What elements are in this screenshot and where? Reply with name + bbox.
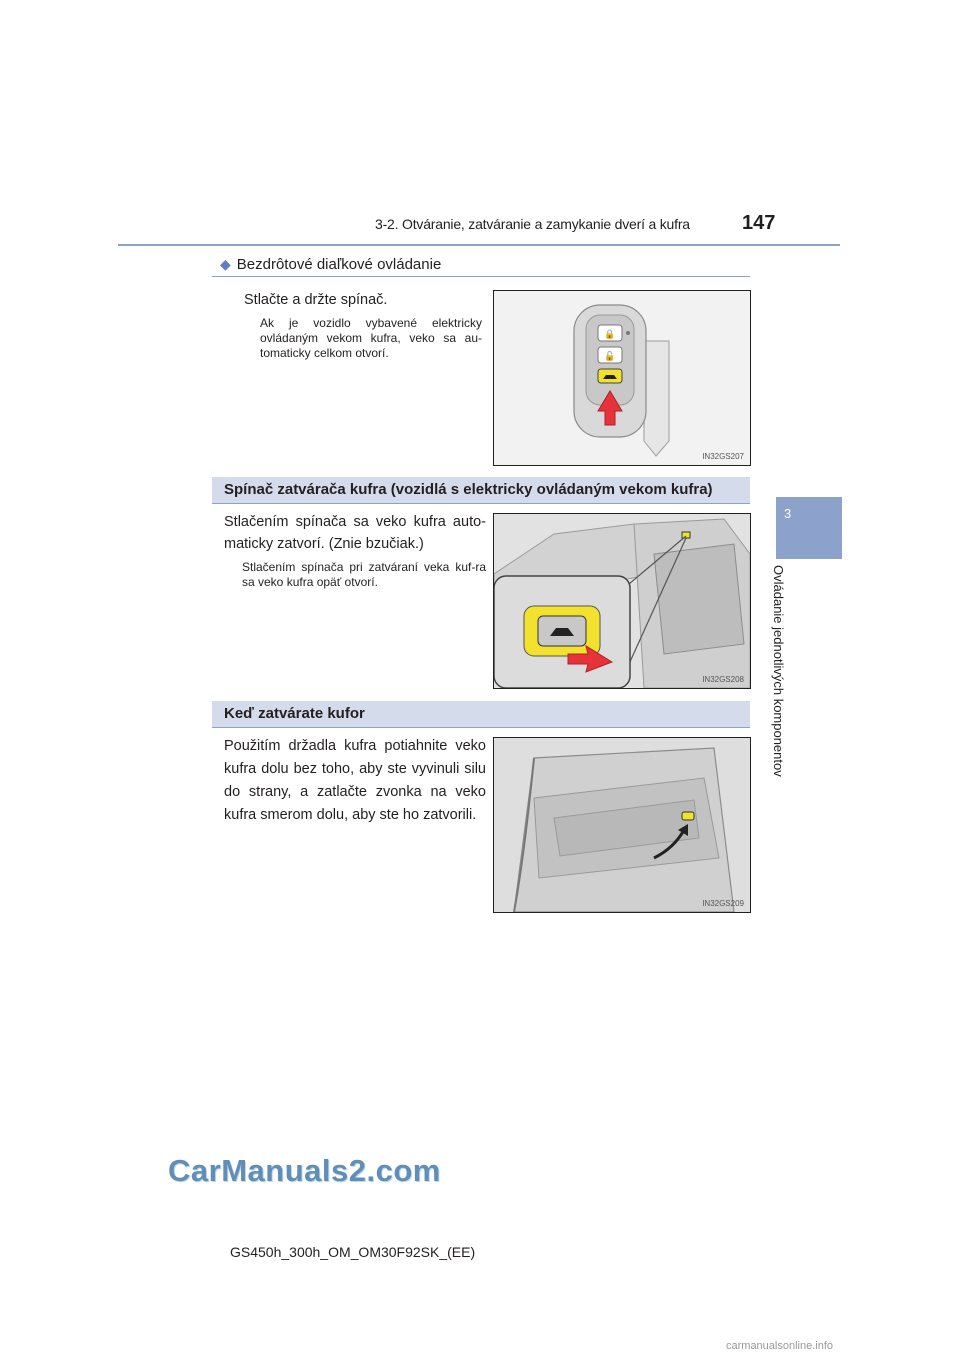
diamond-bullet-icon: ◆ [220,256,231,272]
watermark-url: carmanualsonline.info [726,1340,834,1352]
svg-text:🔒: 🔒 [604,329,616,339]
closer-note: Stlačením spínača pri zatváraní veka kuf-ra sa veko kufra opäť otvorí. [242,560,486,589]
chapter-title: Ovládanie jednotlivých komponentov [771,565,786,777]
remote-instruction: Stlačte a držte spínač. [244,292,388,308]
closing-instruction: Použitím držadla kufra potiahnite veko kufra dolu bez toho, aby ste vyvinuli silu do strany, a zatlačte zvonka na veko kufra smerom dolu, aby ste ho zatvorili. [224,738,486,823]
trunk-switch-illustration [494,514,750,688]
subheading-rule [212,276,750,277]
figure-label: IN32GS209 [702,899,744,908]
chapter-number: 3 [784,506,792,521]
section-title: 3-2. Otváranie, zatváranie a zamykanie dverí a kufra [375,216,690,232]
document-code: GS450h_300h_OM_OM30F92SK_(EE) [230,1244,476,1260]
closing-heading: Keď zatvárate kufor [224,705,365,722]
figure-label: IN32GS208 [702,675,744,684]
closer-heading: Spínač zatvárača kufra (vozidlá s elektricky ovládaným vekom kufra) [224,481,713,498]
trunk-lid-illustration [494,738,750,912]
remote-subheading [220,256,441,273]
trunk-lid-figure [493,737,751,913]
chapter-title-vertical [770,565,830,815]
remote-heading-text: Bezdrôtové diaľkové ovládanie [236,256,442,273]
svg-text:🔓: 🔓 [604,351,616,361]
figure-label: IN32GS207 [702,452,744,461]
key-fob-illustration [494,291,750,465]
closer-section-bar [212,477,750,504]
page-number: 147 [742,212,776,234]
header-rule [118,244,840,246]
watermark-logo: CarManuals2.com [168,1153,441,1188]
closing-section-bar [212,701,750,728]
trunk-switch-figure [493,513,751,689]
key-fob-figure [493,290,751,466]
remote-note: Ak je vozidlo vybavené elektricky ovládaným vekom kufra, veko sa au-tomaticky celkom otvorí. [260,316,482,360]
closer-instruction: Stlačením spínača sa veko kufra auto-maticky zatvorí. (Znie bzučiak.) [224,514,486,552]
